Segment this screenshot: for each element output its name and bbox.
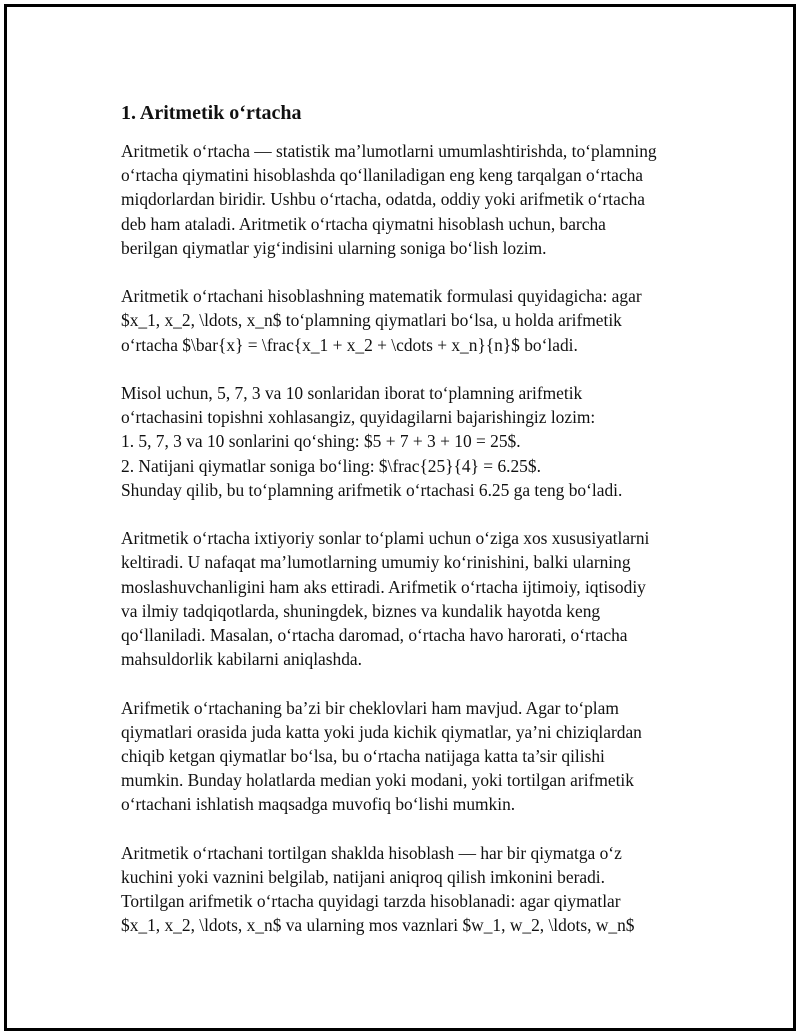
paragraph-example	[121, 381, 701, 502]
document-body	[121, 99, 701, 962]
text-line: Tortilgan arifmetik o‘rtacha quyidagi tarzda hisoblanadi: agar qiymatlar	[121, 891, 621, 912]
text-line: kuchini yoki vaznini belgilab, natijani aniqroq qilish imkonini beradi.	[121, 867, 605, 888]
text-line: Aritmetik o‘rtachani hisoblashning matematik formulasi quyidagicha: agar	[121, 286, 642, 307]
text-line: Aritmetik o‘rtacha ixtiyoriy sonlar to‘plami uchun o‘ziga xos xususiyatlarni	[121, 528, 650, 549]
paragraph-formula	[121, 284, 701, 357]
text-line: o‘rtacha qiymatini hisoblashda qo‘llaniladigan eng keng tarqalgan o‘rtacha	[121, 165, 644, 186]
text-line: keltiradi. U nafaqat ma’lumotlarning umumiy ko‘rinishini, balki ularning	[121, 552, 631, 573]
text-line: o‘rtachasini topishni xohlasangiz, quyidagilarni bajarishingiz lozim:	[121, 407, 596, 428]
text-line: 2. Natijani qiymatlar soniga bo‘ling: $\frac{25}{4} = 6.25$.	[121, 455, 541, 476]
text-line: qo‘llaniladi. Masalan, o‘rtacha daromad, o‘rtacha havo harorati, o‘rtacha	[121, 625, 628, 646]
text-line: o‘rtachani ishlatish maqsadga muvofiq bo‘lishi mumkin.	[121, 794, 516, 815]
paragraph-limitations	[121, 696, 701, 817]
text-line: qiymatlari orasida juda katta yoki juda kichik qiymatlar, ya’ni chiziqlardan	[121, 721, 642, 742]
text-line: Shunday qilib, bu to‘plamning arifmetik o‘rtachasi 6.25 ga teng bo‘ladi.	[121, 479, 623, 500]
text-line: moslashuvchanligini ham aks ettiradi. Arifmetik o‘rtacha ijtimoiy, iqtisodiy	[121, 576, 646, 597]
text-line: $x_1, x_2, \ldots, x_n$ va ularning mos vaznlari $w_1, w_2, \ldots, w_n$	[121, 915, 635, 936]
text-line: mumkin. Bunday holatlarda median yoki modani, yoki tortilgan arifmetik	[121, 770, 634, 791]
section-heading: 1. Aritmetik o‘rtacha	[121, 102, 302, 124]
paragraph-definition	[121, 139, 701, 260]
text-line: va ilmiy tadqiqotlarda, shuningdek, biznes va kundalik hayotda keng	[121, 600, 601, 621]
text-line: Aritmetik o‘rtacha — statistik ma’lumotlarni umumlashtirishda, to‘plamning	[121, 141, 657, 161]
text-line: Arifmetik o‘rtachaning ba’zi bir cheklovlari ham mavjud. Agar to‘plam	[121, 697, 619, 718]
paragraph-weighted	[121, 841, 701, 938]
page-frame	[4, 4, 796, 1031]
text-line: mahsuldorlik kabilarni aniqlashda.	[121, 649, 362, 670]
text-line: $x_1, x_2, \ldots, x_n$ to‘plamning qiymatlari bo‘lsa, u holda arifmetik	[121, 310, 622, 331]
text-line: chiqib ketgan qiymatlar bo‘lsa, bu o‘rtacha natijaga katta ta’sir qilishi	[121, 746, 605, 767]
text-line: Misol uchun, 5, 7, 3 va 10 sonlaridan iborat to‘plamning arifmetik	[121, 383, 583, 403]
paragraph-properties	[121, 526, 701, 671]
text-line: 1. 5, 7, 3 va 10 sonlarini qo‘shing: $5 + 7 + 3 + 10 = 25$.	[121, 431, 521, 452]
text-line: o‘rtacha $\bar{x} = \frac{x_1 + x_2 + \cdots + x_n}{n}$ bo‘ladi.	[121, 334, 578, 355]
text-line: deb ham ataladi. Aritmetik o‘rtacha qiymatni hisoblash uchun, barcha	[121, 213, 606, 234]
text-line: miqdorlardan biridir. Ushbu o‘rtacha, odatda, oddiy yoki arifmetik o‘rtacha	[121, 189, 645, 210]
text-line: berilgan qiymatlar yig‘indisini ularning soniga bo‘lish lozim.	[121, 237, 547, 258]
text-line: Aritmetik o‘rtachani tortilgan shaklda hisoblash — har bir qiymatga o‘z	[121, 842, 622, 863]
